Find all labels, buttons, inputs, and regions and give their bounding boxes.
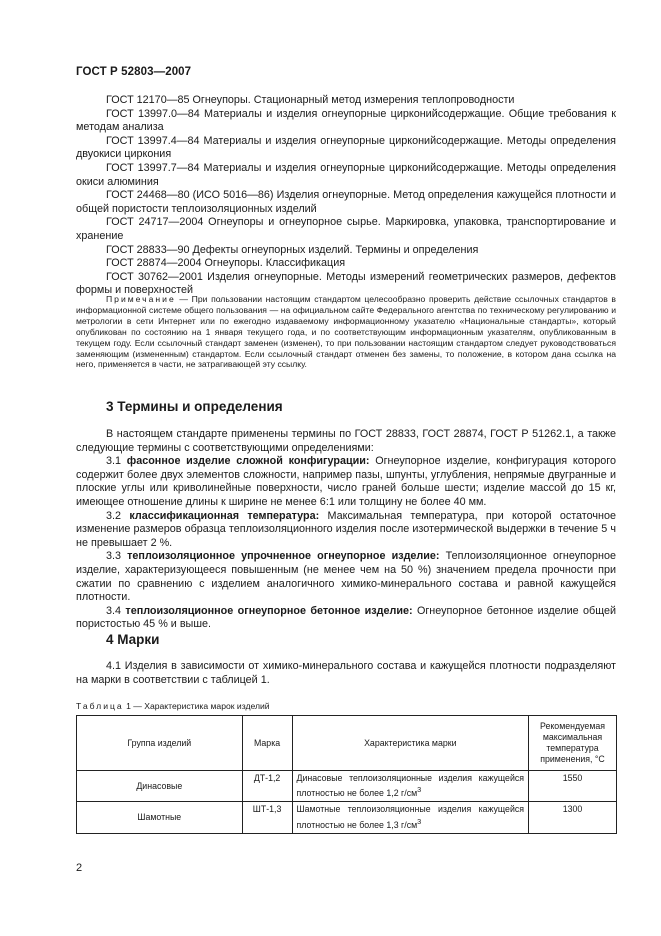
cell-group: Динасовые <box>77 771 243 802</box>
header-cell-temperature: Рекомендуемая максимальная температура применения, °С <box>529 716 617 771</box>
unit-superscript: 3 <box>417 816 422 826</box>
term-title: теплоизоляционное упрочненное огнеупорное изделие: <box>127 550 440 563</box>
header-cell-mark: Марка <box>242 716 292 771</box>
table-caption-label: Таблица <box>76 701 124 711</box>
term-title: фасонное изделие сложной конфигурации: <box>126 455 370 468</box>
table-header-row <box>77 716 617 771</box>
term-title: классификационная температура: <box>129 509 320 522</box>
section-4-paragraph: 4.1 Изделия в зависимости от химико-минерального состава и кажущейся плотности подразделяют на марки в соответствии с таблицей 1. <box>76 660 616 686</box>
cell-characteristic <box>292 771 528 802</box>
term-number: 3.4 <box>106 604 122 617</box>
term-number: 3.2 <box>106 509 122 522</box>
term-definition: Теплоизоляционное огнеупорное изделие, характеризующееся повышенным (не менее чем на 50 %) значением предела прочности при сжатии по сравнению с изделием аналогичного химико-минерального состава и равной кажущейся плотности. <box>76 550 616 604</box>
term-definition: Огнеупорное бетонное изделие общей пористостью 45 % и выше. <box>76 604 617 631</box>
section-4-body <box>76 660 616 687</box>
reference-item: ГОСТ 30762—2001 Изделия огнеупорные. Методы измерений геометрических размеров, дефектов формы и поверхностей <box>76 270 616 297</box>
term-definition: Максимальная температура, при которой остаточное изменение размеров образца теплоизоляционного изделия после изотермической выдержки в течение 5 ч не превышает 2 %. <box>76 509 616 549</box>
cell-group: Шамотные <box>77 802 243 833</box>
term-3-4 <box>76 605 616 632</box>
reference-item: ГОСТ 24717—2004 Огнеупоры и огнеупорное сырье. Маркировка, упаковка, транспортирование и хранение <box>76 216 616 242</box>
note-text: — При пользовании настоящим стандартом целесообразно проверить действие ссылочных стандартов в информационной системе общего пользования — на официальном сайте Федерального агентства по техническому регулированию и метрологии в сети Интернет или по ежегодно издаваемому информационному указателю «Национальные стандарты», который опубликован по состоянию на 1 января текущего года, и по соответствующим информационным указателям, опубликованным в текущем году. Если ссылочный стандарт заменен (изменен), то при пользовании настоящим стандартом следует руководствоваться заменяющим (измененным) стандартом. Если ссылочный стандарт отменен без замены, то положение, в котором дана ссылка на него, применяется в части, не затрагивающей эту ссылку. <box>76 294 616 370</box>
term-title: теплоизоляционное огнеупорное бетонное изделие: <box>125 604 413 617</box>
cell-temperature: 1300 <box>529 802 617 833</box>
note-label: Примечание <box>106 294 176 304</box>
section-3-body <box>76 428 616 632</box>
table-caption-text: 1 — Характеристика марок изделий <box>123 701 270 711</box>
term-number: 3.3 <box>106 550 122 563</box>
characteristic-text: Динасовые теплоизоляционные изделия кажущейся плотностью не более 1,2 г/см <box>296 773 525 799</box>
characteristic-text: Шамотные теплоизоляционные изделия кажущейся плотностью не более 1,3 г/см <box>296 804 525 830</box>
unit-superscript: 3 <box>417 785 422 795</box>
term-3-1 <box>76 455 616 509</box>
header-cell-group: Группа изделий <box>77 716 243 771</box>
section-4-title: 4 Марки <box>106 632 160 647</box>
reference-item: ГОСТ 28874—2004 Огнеупоры. Классификация <box>106 257 346 270</box>
cell-mark: ДТ-1,2 <box>242 771 292 802</box>
cell-temperature: 1550 <box>529 771 617 802</box>
document-header: ГОСТ Р 52803—2007 <box>76 66 192 78</box>
cell-characteristic <box>292 802 528 833</box>
marks-table <box>76 715 617 834</box>
section-3-title: 3 Термины и определения <box>106 399 283 414</box>
term-3-3 <box>76 550 616 604</box>
reference-item: ГОСТ 13997.0—84 Материалы и изделия огнеупорные цирконийсодержащие. Общие требования к методам анализа <box>76 107 616 134</box>
reference-item: ГОСТ 13997.7—84 Материалы и изделия огнеупорные цирконийсодержащие. Методы определения окиси алюминия <box>76 161 616 188</box>
note-paragraph <box>76 294 616 370</box>
reference-item: ГОСТ 12170—85 Огнеупоры. Стационарный метод измерения теплопроводности <box>106 94 515 106</box>
term-3-2 <box>76 510 616 551</box>
reference-item: ГОСТ 13997.4—84 Материалы и изделия огнеупорные цирконийсодержащие. Методы определения двуокиси циркония <box>76 134 616 161</box>
reference-item: ГОСТ 24468—80 (ИСО 5016—86) Изделия огнеупорные. Метод определения кажущейся плотности и общей пористости теплоизоляционных изделий <box>76 189 616 215</box>
table-row <box>77 802 617 833</box>
term-number: 3.1 <box>106 455 122 468</box>
reference-item: ГОСТ 28833—90 Дефекты огнеупорных изделий. Термины и определения <box>106 243 479 256</box>
term-definition: Огнеупорное изделие, конфигурация которого содержит более двух элементов сложности, например пазы, шпунты, углубления, непрямые двугранные и плоские углы или криволинейные поверхности, число граней больше шести; изделие массой до 15 кг, имеющее отношение длины к ширине не менее 6:1 или толщину не более 40 мм. <box>76 455 617 508</box>
cell-mark: ШТ-1,3 <box>242 802 292 833</box>
header-cell-characteristic: Характеристика марки <box>292 716 528 771</box>
table-row <box>77 771 617 802</box>
table-caption <box>76 701 270 711</box>
page-number: 2 <box>76 862 83 874</box>
section-3-intro: В настоящем стандарте применены термины по ГОСТ 28833, ГОСТ 28874, ГОСТ Р 51262.1, а также следующие термины с соответствующими определениями: <box>76 428 616 454</box>
normative-references-list <box>76 94 616 298</box>
